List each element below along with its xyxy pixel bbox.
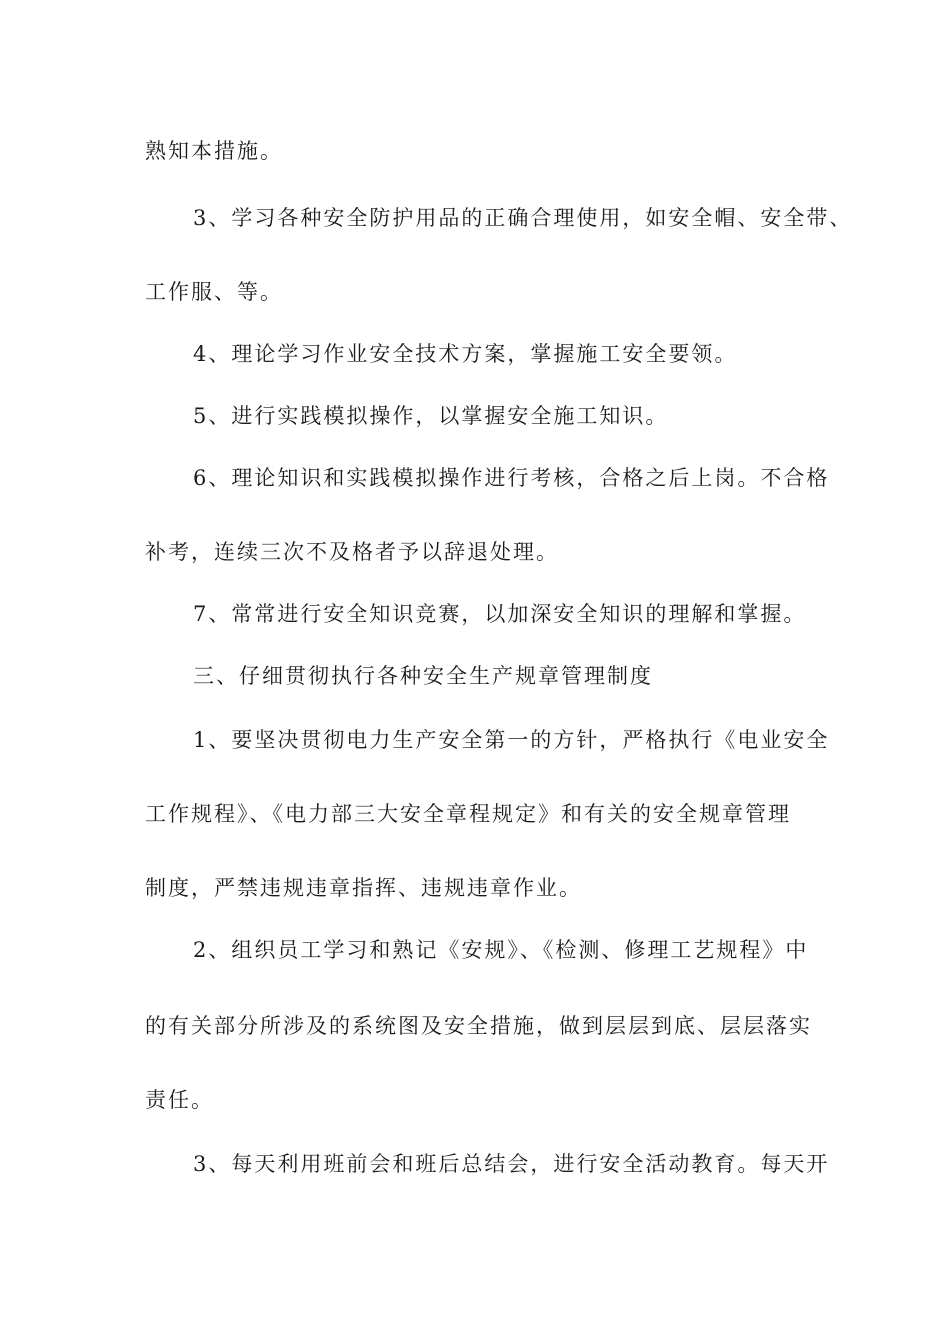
text-line: 工作规程》、《电力部三大安全章程规定》和有关的安全规章管理 (145, 802, 791, 826)
text-line: 7、常常进行安全知识竞赛，以加深安全知识的理解和掌握。 (193, 602, 807, 626)
text-line: 1、要坚决贯彻电力生产安全第一的方针，严格执行《电业安全 (193, 728, 830, 752)
text-line: 2、组织员工学习和熟记《安规》、《检测、修理工艺规程》中 (193, 938, 809, 962)
text-line: 6、理论知识和实践模拟操作进行考核，合格之后上岗。不合格 (193, 466, 830, 490)
text-line: 5、进行实践模拟操作，以掌握安全施工知识。 (193, 404, 669, 428)
text-line: 4、理论学习作业安全技术方案，掌握施工安全要领。 (193, 342, 738, 366)
section-heading: 三、仔细贯彻执行各种安全生产规章管理制度 (193, 664, 653, 688)
text-line: 3、每天利用班前会和班后总结会，进行安全活动教育。每天开 (193, 1152, 830, 1176)
text-line: 补考，连续三次不及格者予以辞退处理。 (145, 540, 559, 564)
text-line: 责任。 (145, 1088, 214, 1112)
text-line: 的有关部分所涉及的系统图及安全措施，做到层层到底、层层落实 (145, 1014, 812, 1038)
text-line: 熟知本措施。 (145, 139, 283, 163)
text-line: 3、学习各种安全防护用品的正确合理使用，如安全帽、安全带、 (193, 206, 853, 230)
text-line: 工作服、等。 (145, 280, 283, 304)
text-line: 制度，严禁违规违章指挥、违规违章作业。 (145, 876, 582, 900)
